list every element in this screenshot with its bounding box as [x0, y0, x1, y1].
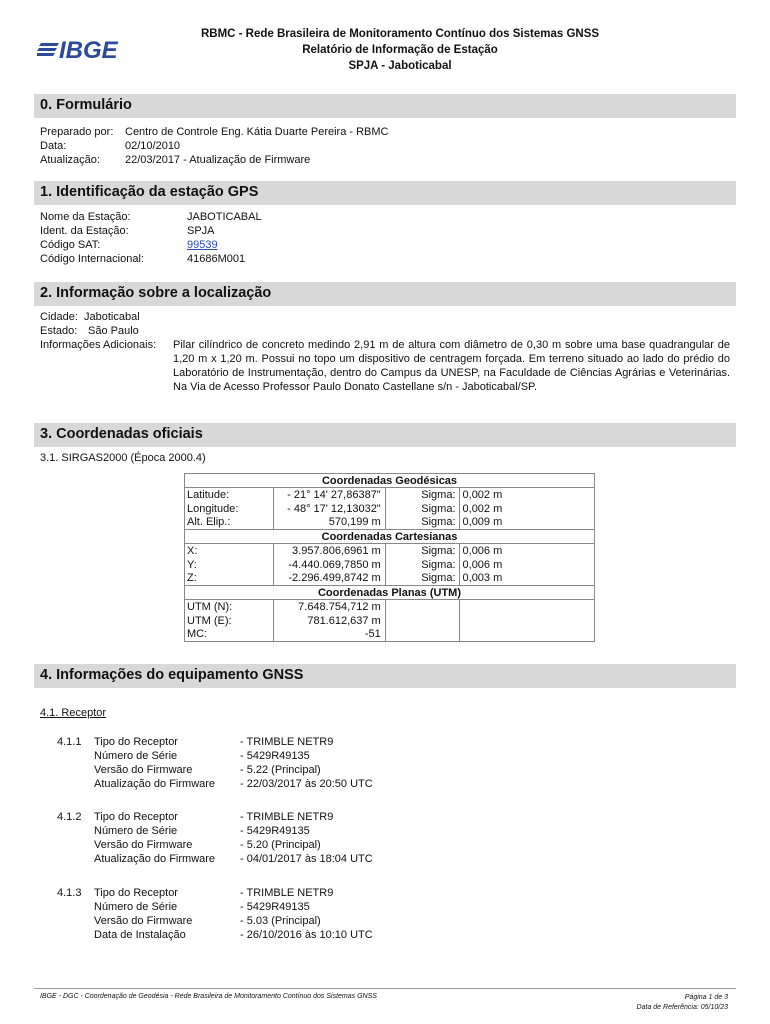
receiver-type-value: - TRIMBLE NETR9 [240, 887, 334, 899]
station-name-value: JABOTICABAL [187, 211, 262, 223]
receiver-labels [94, 735, 215, 791]
reference-date: Data de Referência: 05/10/23 [636, 1004, 728, 1011]
receiver-type-value: - TRIMBLE NETR9 [240, 736, 334, 748]
receiver-labels [94, 810, 215, 866]
serial-number-value: - 5429R49135 [240, 825, 310, 837]
mc-value: -51 [273, 628, 385, 642]
utm-e-value: 781.612,637 m [273, 614, 385, 628]
empty-cell [385, 600, 459, 614]
utm-header: Coordenadas Planas (UTM) [185, 586, 595, 600]
section-3-title: 3. Coordenadas oficiais [40, 426, 203, 442]
empty-cell [385, 614, 459, 628]
receiver-number: 4.1.1 [57, 736, 82, 748]
update-value: 22/03/2017 - Atualização de Firmware [125, 154, 311, 166]
receiver-number: 4.1.2 [57, 811, 82, 823]
firmware-version-value: - 5.22 (Principal) [240, 764, 321, 776]
firmware-version-label: Versão do Firmware [94, 915, 193, 927]
receiver-values [240, 886, 373, 942]
ellipsoid-height-value: 570,199 m [273, 516, 385, 530]
city-value: Jaboticabal [84, 311, 140, 323]
svg-text:IBGE: IBGE [59, 37, 118, 63]
section-4-title: 4. Informações do equipamento GNSS [40, 667, 304, 683]
sigma-label: Sigma: [385, 488, 459, 502]
table-row [185, 614, 595, 628]
section-0-title: 0. Formulário [40, 97, 132, 113]
station-ident-value: SPJA [187, 225, 215, 237]
serial-number-value: - 5429R49135 [240, 750, 310, 762]
intl-code-value: 41686M001 [187, 253, 246, 265]
sat-code-link[interactable]: 99539 [187, 239, 218, 251]
sigma-label: Sigma: [385, 502, 459, 516]
state-value: São Paulo [88, 325, 139, 337]
sigma-value: 0,002 m [459, 502, 594, 516]
serial-number-value: - 5429R49135 [240, 901, 310, 913]
utm-e-label: UTM (E): [185, 614, 274, 628]
footer-text: IBGE - DGC - Coordenação de Geodésia - Rede Brasileira de Monitoramento Contínuo dos Sistemas GNSS [40, 993, 377, 1000]
firmware-version-value: - 5.03 (Principal) [240, 915, 321, 927]
receiver-type-label: Tipo do Receptor [94, 811, 178, 823]
coordinates-table [184, 473, 595, 642]
section-1-header [34, 181, 736, 205]
state-label: Estado: [40, 325, 78, 337]
firmware-update-value: - 22/03/2017 às 20:50 UTC [240, 778, 373, 790]
utm-n-value: 7.648.754,712 m [273, 600, 385, 614]
receiver-subheading: 4.1. Receptor [40, 707, 107, 719]
geodesic-header: Coordenadas Geodésicas [185, 474, 595, 488]
header-titles [150, 26, 650, 74]
section-1-title: 1. Identificação da estação GPS [40, 184, 259, 200]
firmware-update-label: Atualização do Firmware [94, 778, 216, 790]
form-info [40, 125, 389, 167]
empty-cell [459, 628, 594, 642]
firmware-version-label: Versão do Firmware [94, 839, 193, 851]
sigma-label: Sigma: [385, 558, 459, 572]
table-row [185, 628, 595, 642]
section-0-header [34, 94, 736, 118]
prepared-by-label: Preparado por: [40, 126, 114, 138]
sigma-value: 0,002 m [459, 488, 594, 502]
table-row [185, 600, 595, 614]
sigma-value: 0,003 m [459, 572, 594, 586]
section-2-title: 2. Informação sobre a localização [40, 285, 272, 301]
firmware-version-value: - 5.20 (Principal) [240, 839, 321, 851]
update-label: Atualização: [40, 154, 100, 166]
table-row [185, 516, 595, 530]
x-value: 3.957.806,6961 m [273, 544, 385, 558]
header-line-1: RBMC - Rede Brasileira de Monitoramento Contínuo dos Sistemas GNSS [200, 28, 600, 40]
receiver-type-label: Tipo do Receptor [94, 736, 178, 748]
footer-divider [34, 988, 736, 989]
firmware-update-label: Atualização do Firmware [94, 853, 216, 865]
additional-info-label: Informações Adicionais: [40, 339, 157, 351]
mc-label: MC: [185, 628, 274, 642]
empty-cell [385, 628, 459, 642]
z-label: Z: [185, 572, 274, 586]
date-label: Data: [40, 140, 67, 152]
section-2-header [34, 282, 736, 306]
table-row [185, 572, 595, 586]
longitude-label: Longitude: [185, 502, 274, 516]
table-row [185, 502, 595, 516]
utm-n-label: UTM (N): [185, 600, 274, 614]
installation-date-value: - 26/10/2016 às 10:10 UTC [240, 929, 373, 941]
intl-code-label: Código Internacional: [40, 253, 144, 265]
y-value: -4.440.069,7850 m [273, 558, 385, 572]
station-identification [40, 210, 262, 266]
installation-date-label: Data de Instalação [94, 929, 186, 941]
ibge-logo [37, 37, 147, 63]
prepared-by-value: Centro de Controle Eng. Kátia Duarte Pereira - RBMC [125, 126, 389, 138]
firmware-update-value: - 04/01/2017 às 18:04 UTC [240, 853, 373, 865]
cartesian-header: Coordenadas Cartesianas [185, 530, 595, 544]
table-row [185, 488, 595, 502]
sigma-label: Sigma: [385, 572, 459, 586]
x-label: X: [185, 544, 274, 558]
sat-code-label: Código SAT: [40, 239, 101, 251]
sigma-value: 0,006 m [459, 558, 594, 572]
location-info [40, 310, 140, 338]
station-ident-label: Ident. da Estação: [40, 225, 129, 237]
z-value: -2.296.499,8742 m [273, 572, 385, 586]
sirgas-caption: 3.1. SIRGAS2000 (Época 2000.4) [40, 452, 206, 464]
latitude-value: - 21° 14' 27,86387" [273, 488, 385, 502]
sigma-value: 0,009 m [459, 516, 594, 530]
table-row [185, 544, 595, 558]
serial-number-label: Número de Série [94, 901, 178, 913]
receiver-labels [94, 886, 192, 942]
city-label: Cidade: [40, 311, 78, 323]
receiver-number: 4.1.3 [57, 887, 82, 899]
receiver-values [240, 810, 373, 866]
document-header [0, 22, 770, 82]
receiver-type-value: - TRIMBLE NETR9 [240, 811, 334, 823]
header-line-2: Relatório de Informação de Estação [302, 44, 498, 56]
section-4-header [34, 664, 736, 688]
section-3-header [34, 423, 736, 447]
empty-cell [459, 600, 594, 614]
footer-page-info [637, 993, 728, 1013]
firmware-version-label: Versão do Firmware [94, 764, 193, 776]
y-label: Y: [185, 558, 274, 572]
ellipsoid-height-label: Alt. Elip.: [185, 516, 274, 530]
empty-cell [459, 614, 594, 628]
sigma-label: Sigma: [385, 544, 459, 558]
latitude-label: Latitude: [185, 488, 274, 502]
serial-number-label: Número de Série [94, 825, 178, 837]
header-line-3: SPJA - Jaboticabal [348, 60, 452, 72]
sigma-value: 0,006 m [459, 544, 594, 558]
date-value: 02/10/2010 [125, 140, 181, 152]
additional-info-text: Pilar cilíndrico de concreto medindo 2,91 m de altura com diâmetro de 0,30 m sobre uma base quadrangular de 1,20 m x 1,20 m. Possui no topo um dispositivo de centragem forçada. Em terreno situado ao lado do prédio do Laboratório de Instrumentação, dentro do Campus da UNESP, na Faculdade de Ciências Agrárias e Veterinárias. Na Via de Acesso Professor Paulo Donato Castellane s/n - Jaboticabal/SP. [173, 339, 730, 393]
receiver-type-label: Tipo do Receptor [94, 887, 178, 899]
longitude-value: - 48° 17' 12,13032" [273, 502, 385, 516]
table-row [185, 558, 595, 572]
sigma-label: Sigma: [385, 516, 459, 530]
receiver-values [240, 735, 373, 791]
station-name-label: Nome da Estação: [40, 211, 131, 223]
page-number: Página 1 de 3 [684, 994, 728, 1001]
serial-number-label: Número de Série [94, 750, 178, 762]
